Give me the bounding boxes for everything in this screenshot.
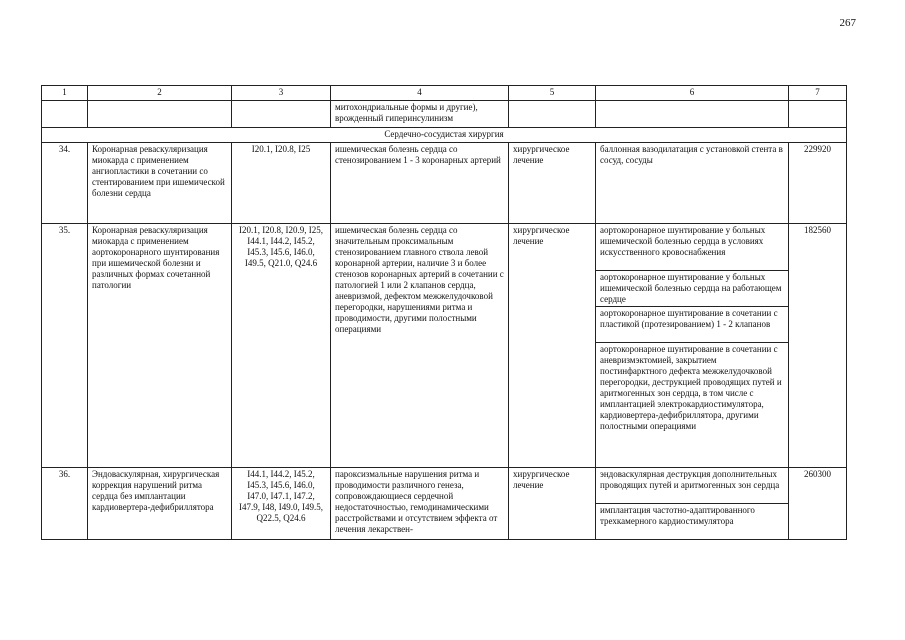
- care-type: Коронарная реваскуляризация миокарда с применением аортокоронарного шунтирования при ишемической болезни и различных формах сочетанной патологии: [88, 224, 232, 468]
- column-number: 4: [331, 86, 509, 101]
- column-number: 5: [509, 86, 596, 101]
- treatment-method: аортокоронарное шунтирование у больных ишемической болезнью сердца в условиях искусственного кровоснабжения: [596, 224, 789, 271]
- row-number: 36.: [42, 468, 88, 540]
- row-number: 35.: [42, 224, 88, 468]
- patient-model: ишемическая болезнь сердца со значительным проксимальным стенозированием главного ствола левой коронарной артерии, наличие 3 и более стенозов коронарных артерий в сочетании с патологией 1 или 2 клапанов сердца, аневризмой, дефектом межжелудочковой перегородки, нарушениями ритма и проводимости, другими полостными операциями: [331, 224, 509, 468]
- continuation-row: [42, 101, 847, 128]
- column-number: 1: [42, 86, 88, 101]
- table-row: [42, 468, 847, 504]
- treatment-method: баллонная вазодилатация с установкой стента в сосуд, сосуды: [596, 143, 789, 224]
- treatment-method: аортокоронарное шунтирование в сочетании с аневризмэктомией, закрытием постинфарктного дефекта межжелудочковой перегородки, деструкцией проводящих путей и аритмогенных зон сердца, в том числе с имплантацией электрокардиостимулятора, кардиовертера-дефибриллятора, другими полостными операциями: [596, 343, 789, 468]
- row-number: 34.: [42, 143, 88, 224]
- patient-model: пароксизмальные нарушения ритма и проводимости различного генеза, сопровождающиеся сердечной недостаточностью, гемодинамическими расстройствами и отсутствием эффекта от лечения лекарствен-: [331, 468, 509, 540]
- treatment-method: аортокоронарное шунтирование в сочетании с пластикой (протезированием) 1 - 2 клапанов: [596, 307, 789, 343]
- treatment-type: хирургическое лечение: [509, 224, 596, 468]
- column-number: 7: [789, 86, 847, 101]
- column-number-row: [42, 86, 847, 101]
- treatment-method: эндоваскулярная деструкция дополнительных проводящих путей и аритмогенных зон сердца: [596, 468, 789, 504]
- cost-value: 229920: [789, 143, 847, 224]
- continuation-text: митохондриальные формы и другие), врожденный гиперинсулинизм: [331, 101, 509, 128]
- care-type: Коронарная реваскуляризация миокарда с применением ангиопластики в сочетании со стентированием при ишемической болезни сердца: [88, 143, 232, 224]
- treatment-type: хирургическое лечение: [509, 468, 596, 540]
- treatment-method: аортокоронарное шунтирование у больных ишемической болезнью сердца на работающем сердце: [596, 271, 789, 307]
- treatment-type: хирургическое лечение: [509, 143, 596, 224]
- column-number: 6: [596, 86, 789, 101]
- diagnosis-codes: I20.1, I20.8, I25: [232, 143, 331, 224]
- cost-value: 182560: [789, 224, 847, 468]
- section-title: Сердечно-сосудистая хирургия: [42, 128, 847, 143]
- cost-value: 260300: [789, 468, 847, 540]
- patient-model: ишемическая болезнь сердца со стенозированием 1 - 3 коронарных артерий: [331, 143, 509, 224]
- treatment-method: имплантация частотно-адаптированного трехкамерного кардиостимулятора: [596, 504, 789, 540]
- column-number: 3: [232, 86, 331, 101]
- section-row: [42, 128, 847, 143]
- diagnosis-codes: I44.1, I44.2, I45.2, I45.3, I45.6, I46.0, I47.0, I47.1, I47.2, I47.9, I48, I49.0, I49.5, Q22.5, Q24.6: [232, 468, 331, 540]
- medical-care-table: [41, 85, 847, 540]
- care-type: Эндоваскулярная, хирургическая коррекция нарушений ритма сердца без имплантации кардиовертера-дефибриллятора: [88, 468, 232, 540]
- page-number: 267: [839, 17, 856, 29]
- table-row: [42, 224, 847, 271]
- table-row: [42, 143, 847, 224]
- diagnosis-codes: I20.1, I20.8, I20.9, I25, I44.1, I44.2, I45.2, I45.3, I45.6, I46.0, I49.5, Q21.0, Q24.6: [232, 224, 331, 468]
- column-number: 2: [88, 86, 232, 101]
